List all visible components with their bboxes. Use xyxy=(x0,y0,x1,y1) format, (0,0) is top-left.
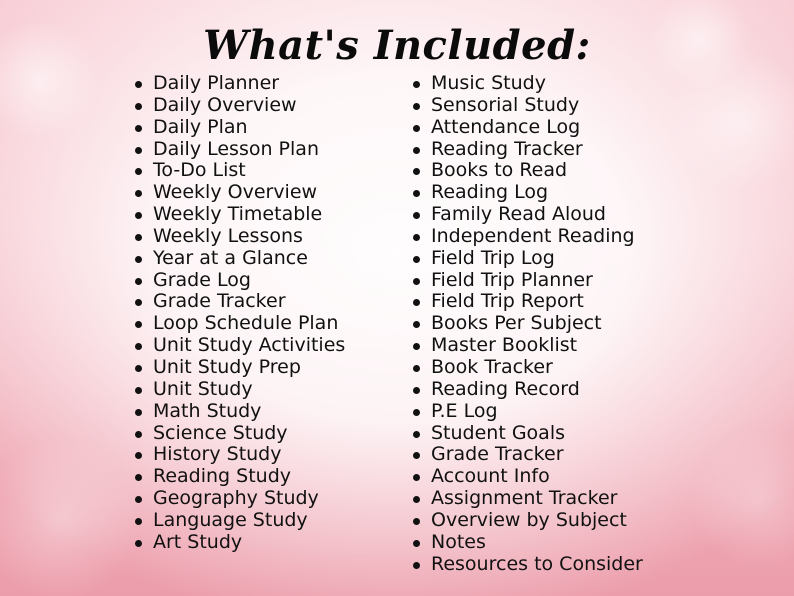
bullet-icon xyxy=(135,168,142,175)
list-item-label: Science Study xyxy=(153,421,288,444)
list-item xyxy=(411,379,643,401)
list-item xyxy=(411,204,643,226)
bullet-icon xyxy=(413,496,420,503)
list-item-label: Reading Log xyxy=(431,181,549,204)
list-item-label: Daily Overview xyxy=(153,93,297,116)
list-item-label: Daily Plan xyxy=(153,115,248,138)
bullet-icon xyxy=(413,343,420,350)
list-item-label: Daily Planner xyxy=(153,72,280,94)
list-item xyxy=(133,204,345,226)
bullet-icon xyxy=(135,343,142,350)
list-item-label: Grade Tracker xyxy=(153,290,286,313)
list-item-label: Books to Read xyxy=(431,159,568,182)
bullet-icon xyxy=(413,234,420,241)
list-item-label: Assignment Tracker xyxy=(431,487,618,510)
list-item xyxy=(411,554,643,576)
list-item xyxy=(133,379,345,401)
list-item xyxy=(411,357,643,379)
bullet-icon xyxy=(413,409,420,416)
list-item xyxy=(411,444,643,466)
bullet-icon xyxy=(135,540,142,547)
list-item xyxy=(133,401,345,423)
list-item xyxy=(411,160,643,182)
list-item xyxy=(133,466,345,488)
list-item xyxy=(411,532,643,554)
list-item-label: Family Read Aloud xyxy=(431,203,606,226)
list-item-label: Account Info xyxy=(431,465,550,488)
list-item xyxy=(133,226,345,248)
list-item-label: Reading Record xyxy=(431,377,580,400)
list-item-label: Unit Study xyxy=(153,377,253,400)
bullet-icon xyxy=(135,518,142,525)
bullet-icon xyxy=(413,540,420,547)
list-item xyxy=(133,182,345,204)
bullet-icon xyxy=(413,321,420,328)
list-item xyxy=(133,248,345,270)
bullet-icon xyxy=(413,212,420,219)
bullet-icon xyxy=(135,409,142,416)
list-item xyxy=(411,423,643,445)
list-item xyxy=(133,357,345,379)
bullet-icon xyxy=(135,103,142,110)
bullet-icon xyxy=(135,431,142,438)
bullet-icon xyxy=(413,256,420,263)
list-item xyxy=(411,291,643,313)
list-item-label: Master Booklist xyxy=(431,334,578,357)
list-item-label: Resources to Consider xyxy=(431,552,643,575)
list-item-label: History Study xyxy=(153,443,282,466)
bullet-icon xyxy=(135,278,142,285)
list-item xyxy=(411,313,643,335)
list-item xyxy=(411,226,643,248)
list-item-label: Notes xyxy=(431,530,486,553)
list-item xyxy=(411,466,643,488)
list-item xyxy=(133,313,345,335)
list-item xyxy=(133,423,345,445)
list-item-label: Loop Schedule Plan xyxy=(153,312,339,335)
list-item xyxy=(133,160,345,182)
bullet-icon xyxy=(413,387,420,394)
bullet-icon xyxy=(135,474,142,481)
bullet-icon xyxy=(413,278,420,285)
list-item-label: To-Do List xyxy=(153,159,246,182)
list-item xyxy=(411,139,643,161)
left-item-list xyxy=(133,73,345,554)
list-item-label: Reading Study xyxy=(153,465,292,488)
list-item-label: Book Tracker xyxy=(431,355,553,378)
list-item xyxy=(411,488,643,510)
list-item xyxy=(411,117,643,139)
bullet-icon xyxy=(413,147,420,154)
list-item xyxy=(411,73,643,95)
list-item xyxy=(133,117,345,139)
list-item-label: Overview by Subject xyxy=(431,508,627,531)
bullet-icon xyxy=(413,125,420,132)
bullet-icon xyxy=(413,474,420,481)
bullet-icon xyxy=(413,518,420,525)
bullet-icon xyxy=(135,125,142,132)
list-item-label: Unit Study Prep xyxy=(153,355,301,378)
list-item-label: Language Study xyxy=(153,508,308,531)
list-item xyxy=(133,444,345,466)
bullet-icon xyxy=(135,452,142,459)
list-item xyxy=(133,335,345,357)
bullet-icon xyxy=(135,321,142,328)
bullet-icon xyxy=(135,365,142,372)
bullet-icon xyxy=(413,431,420,438)
list-item-label: Weekly Overview xyxy=(153,181,318,204)
list-item xyxy=(411,335,643,357)
bullet-icon xyxy=(135,234,142,241)
list-item-label: Weekly Lessons xyxy=(153,224,303,247)
list-item xyxy=(133,532,345,554)
bullet-icon xyxy=(135,147,142,154)
bullet-icon xyxy=(413,299,420,306)
list-item xyxy=(411,510,643,532)
list-item-label: Independent Reading xyxy=(431,224,635,247)
bullet-icon xyxy=(135,496,142,503)
bullet-icon xyxy=(135,190,142,197)
list-item xyxy=(411,182,643,204)
list-item-label: Unit Study Activities xyxy=(153,334,346,357)
list-item xyxy=(411,95,643,117)
bullet-icon xyxy=(413,365,420,372)
list-item xyxy=(411,270,643,292)
bullet-icon xyxy=(135,212,142,219)
list-item xyxy=(133,488,345,510)
list-item-label: Books Per Subject xyxy=(431,312,602,335)
list-item xyxy=(133,73,345,95)
list-item-label: Geography Study xyxy=(153,487,319,510)
bullet-icon xyxy=(413,103,420,110)
list-item xyxy=(133,510,345,532)
list-item-label: Field Trip Report xyxy=(431,290,584,313)
list-item-label: Attendance Log xyxy=(431,115,581,138)
list-item xyxy=(133,139,345,161)
bullet-icon xyxy=(135,256,142,263)
bullet-icon xyxy=(413,81,420,88)
bullet-icon xyxy=(413,452,420,459)
bullet-icon xyxy=(413,190,420,197)
bullet-icon xyxy=(413,168,420,175)
list-item-label: Weekly Timetable xyxy=(153,203,323,226)
page-title: What's Included: xyxy=(203,22,591,69)
bullet-icon xyxy=(135,387,142,394)
list-item-label: Student Goals xyxy=(431,421,566,444)
list-item-label: P.E Log xyxy=(431,399,498,422)
list-item-label: Grade Tracker xyxy=(431,443,564,466)
list-item xyxy=(411,401,643,423)
bullet-icon xyxy=(413,562,420,569)
list-item-label: Reading Tracker xyxy=(431,137,583,160)
list-item-label: Art Study xyxy=(153,530,243,553)
list-item-label: Field Trip Planner xyxy=(431,268,593,291)
list-item xyxy=(411,248,643,270)
list-item-label: Math Study xyxy=(153,399,262,422)
list-item-label: Field Trip Log xyxy=(431,246,555,269)
list-item xyxy=(133,291,345,313)
list-item-label: Sensorial Study xyxy=(431,93,580,116)
right-item-list xyxy=(411,73,643,575)
list-item xyxy=(133,95,345,117)
list-item-label: Music Study xyxy=(431,72,546,94)
bullet-icon xyxy=(135,81,142,88)
list-item-label: Grade Log xyxy=(153,268,251,291)
list-item xyxy=(133,270,345,292)
list-item-label: Daily Lesson Plan xyxy=(153,137,319,160)
list-item-label: Year at a Glance xyxy=(153,246,308,269)
bullet-icon xyxy=(135,299,142,306)
